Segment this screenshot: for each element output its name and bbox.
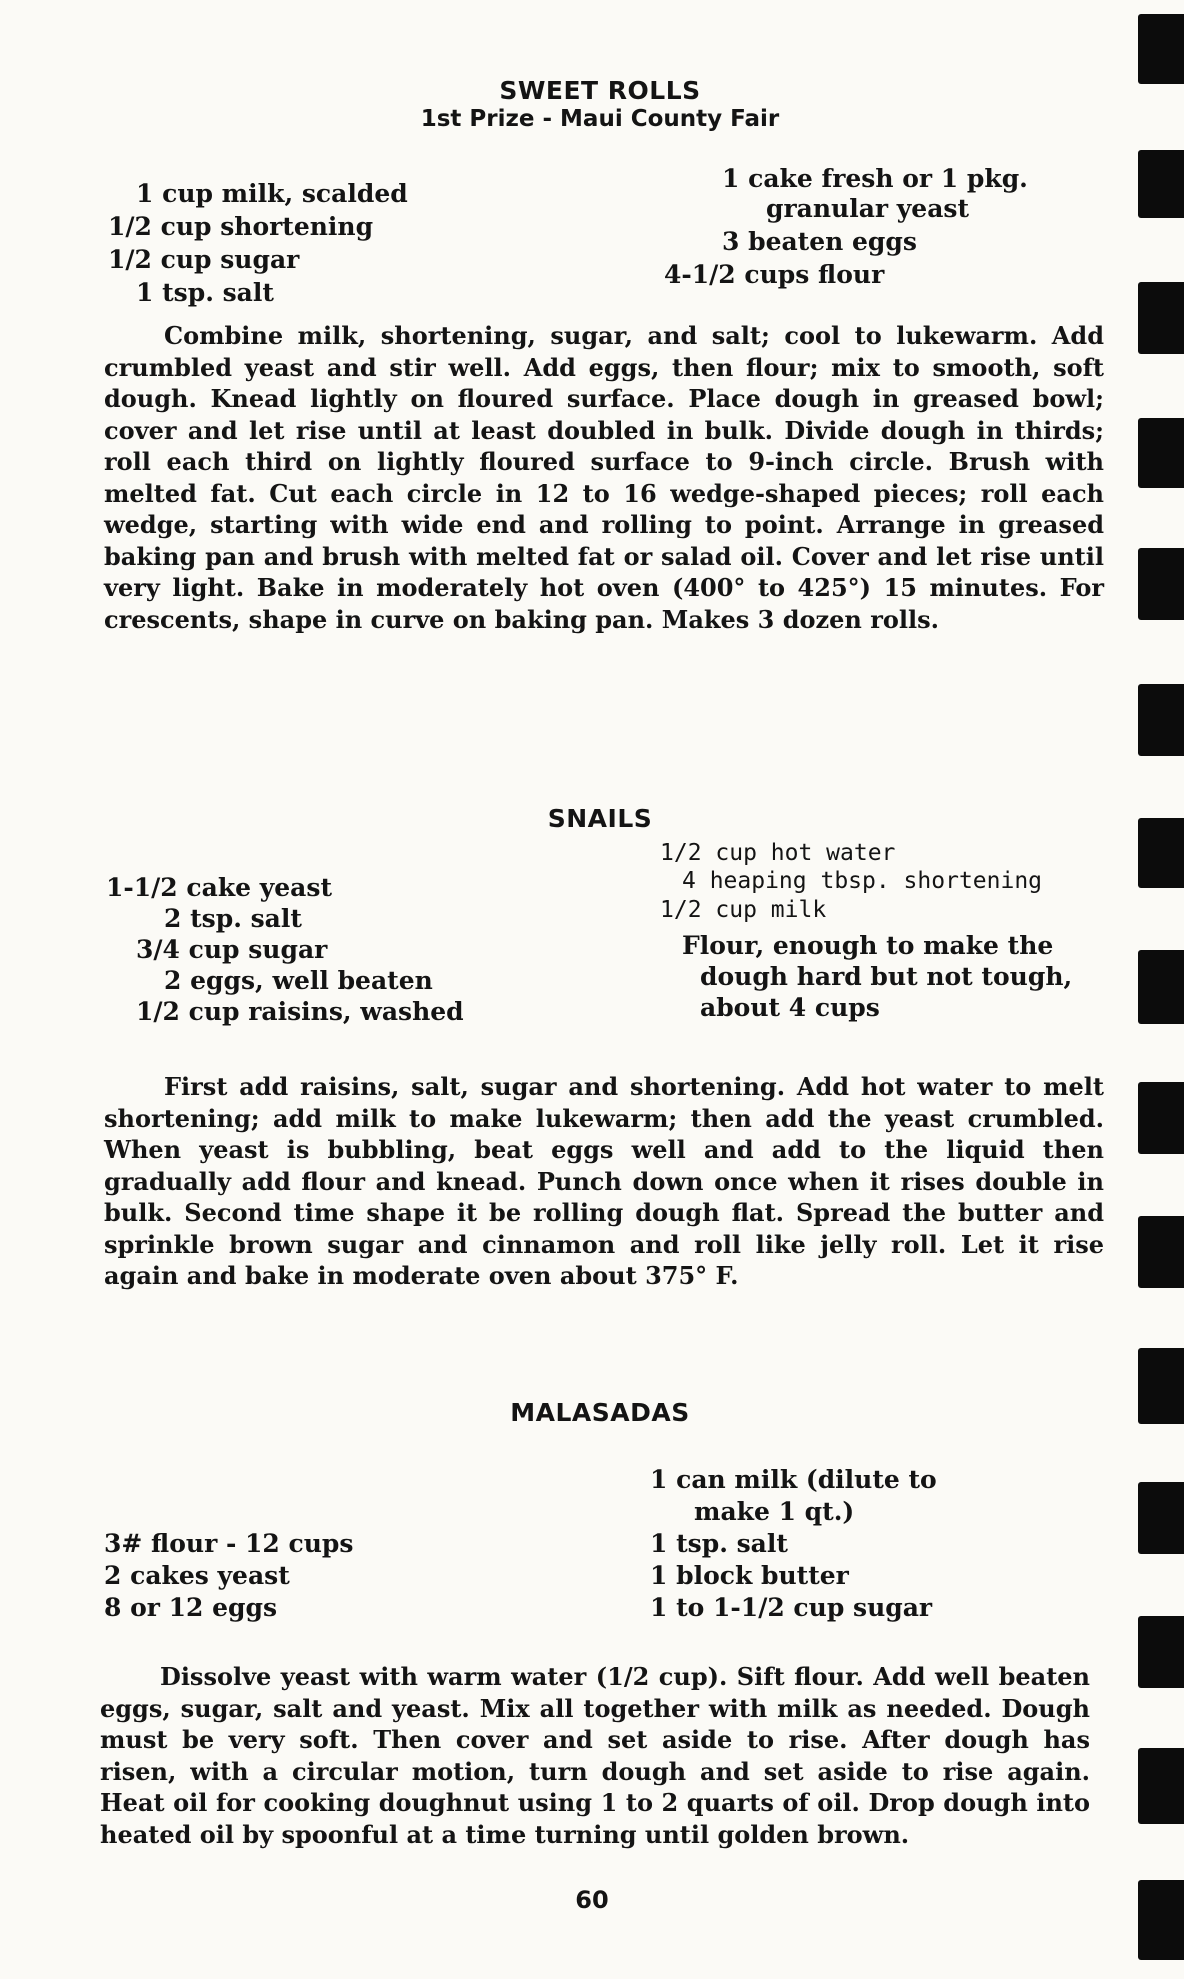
- ingredient: 1 can milk (dilute to: [650, 1465, 937, 1494]
- recipe-title-sweet-rolls: SWEET ROLLS: [499, 76, 701, 105]
- ingredient: 1/2 cup sugar: [108, 245, 300, 274]
- recipe-title-malasadas: MALASADAS: [510, 1398, 690, 1427]
- binding-tab: [1138, 1482, 1184, 1554]
- recipe-title-snails: SNAILS: [547, 804, 653, 833]
- binding-tab: [1138, 684, 1184, 756]
- ingredient: 1 tsp. salt: [650, 1529, 788, 1558]
- binding-tab: [1138, 1880, 1184, 1960]
- recipe-instructions: First add raisins, salt, sugar and shortening. Add hot water to melt shortening; add milk to make lukewarm; then add the yeast crumbled. When yeast is bubbling, beat eggs well and add to the liquid then gradually add flour and knead. Punch down once when it rises double in bulk. Second time shape it be rolling dough flat. Spread the butter and sprinkle brown sugar and cinnamon and roll like jelly roll. Let it rise again and bake in moderate oven about 375° F.: [104, 1072, 1104, 1290]
- ingredient: 4 heaping tbsp. shortening: [682, 868, 1043, 894]
- ingredient: 1 cup milk, scalded: [136, 179, 408, 208]
- binding-tab: [1138, 1748, 1184, 1824]
- ingredient: 1 to 1-1/2 cup sugar: [650, 1593, 933, 1622]
- ingredient: 3# flour - 12 cups: [104, 1529, 354, 1558]
- ingredient: about 4 cups: [700, 993, 880, 1022]
- binding-tab: [1138, 1348, 1184, 1424]
- binding-tab: [1138, 548, 1184, 620]
- binding-tab: [1138, 282, 1184, 354]
- ingredient: 1 cake fresh or 1 pkg.: [722, 164, 1028, 193]
- ingredient: dough hard but not tough,: [700, 962, 1073, 991]
- ingredient: Flour, enough to make the: [682, 931, 1054, 960]
- recipe-subtitle: 1st Prize - Maui County Fair: [420, 106, 780, 132]
- ingredient: 3/4 cup sugar: [136, 935, 328, 964]
- ingredient: 1/2 cup shortening: [108, 212, 374, 241]
- ingredient: 1 block butter: [650, 1561, 849, 1590]
- ingredient: make 1 qt.): [694, 1497, 855, 1526]
- binding-tab: [1138, 818, 1184, 888]
- binding-tab: [1138, 418, 1184, 488]
- ingredient: 8 or 12 eggs: [104, 1593, 278, 1622]
- ingredient: 2 cakes yeast: [104, 1561, 290, 1590]
- ingredient: 1/2 cup hot water: [660, 840, 896, 866]
- ingredient: 3 beaten eggs: [722, 227, 917, 256]
- binding-tab: [1138, 14, 1184, 84]
- binding-tab: [1138, 1216, 1184, 1288]
- ingredient: 1/2 cup raisins, washed: [136, 997, 464, 1026]
- ingredient: 1-1/2 cake yeast: [106, 873, 333, 902]
- ingredient: 1/2 cup milk: [660, 897, 827, 923]
- page-number: 60: [575, 1886, 609, 1914]
- binding-tab: [1138, 1616, 1184, 1688]
- ingredient: 1 tsp. salt: [136, 278, 274, 307]
- binding-tab: [1138, 150, 1184, 218]
- ingredient: 2 eggs, well beaten: [164, 966, 433, 995]
- binding-tab: [1138, 1082, 1184, 1154]
- ingredient: 4-1/2 cups flour: [664, 260, 885, 289]
- spiral-binding: [1128, 0, 1184, 1979]
- ingredient: granular yeast: [766, 194, 970, 223]
- recipe-instructions: Combine milk, shortening, sugar, and salt; cool to lukewarm. Add crumbled yeast and stir well. Add eggs, then flour; mix to smooth, soft dough. Knead lightly on floured surface. Place dough in greased bowl; cover and let rise until at least doubled in bulk. Divide dough in thirds; roll each third on lightly floured surface to 9-inch circle. Brush with melted fat. Cut each circle in 12 to 16 wedge-shaped pieces; roll each wedge, starting with wide end and rolling to point. Arrange in greased baking pan and brush with melted fat or salad oil. Cover and let rise until very light. Bake in moderately hot oven (400° to 425°) 15 minutes. For crescents, shape in curve on baking pan. Makes 3 dozen rolls.: [104, 321, 1104, 634]
- ingredient: 2 tsp. salt: [164, 904, 302, 933]
- recipe-instructions: Dissolve yeast with warm water (1/2 cup). Sift flour. Add well beaten eggs, sugar, salt and yeast. Mix all together with milk as needed. Dough must be very soft. Then cover and set aside to rise. After dough has risen, with a circular motion, turn dough and set aside to rise again. Heat oil for cooking doughnut using 1 to 2 quarts of oil. Drop dough into heated oil by spoonful at a time turning until golden brown.: [100, 1662, 1090, 1849]
- binding-tab: [1138, 950, 1184, 1024]
